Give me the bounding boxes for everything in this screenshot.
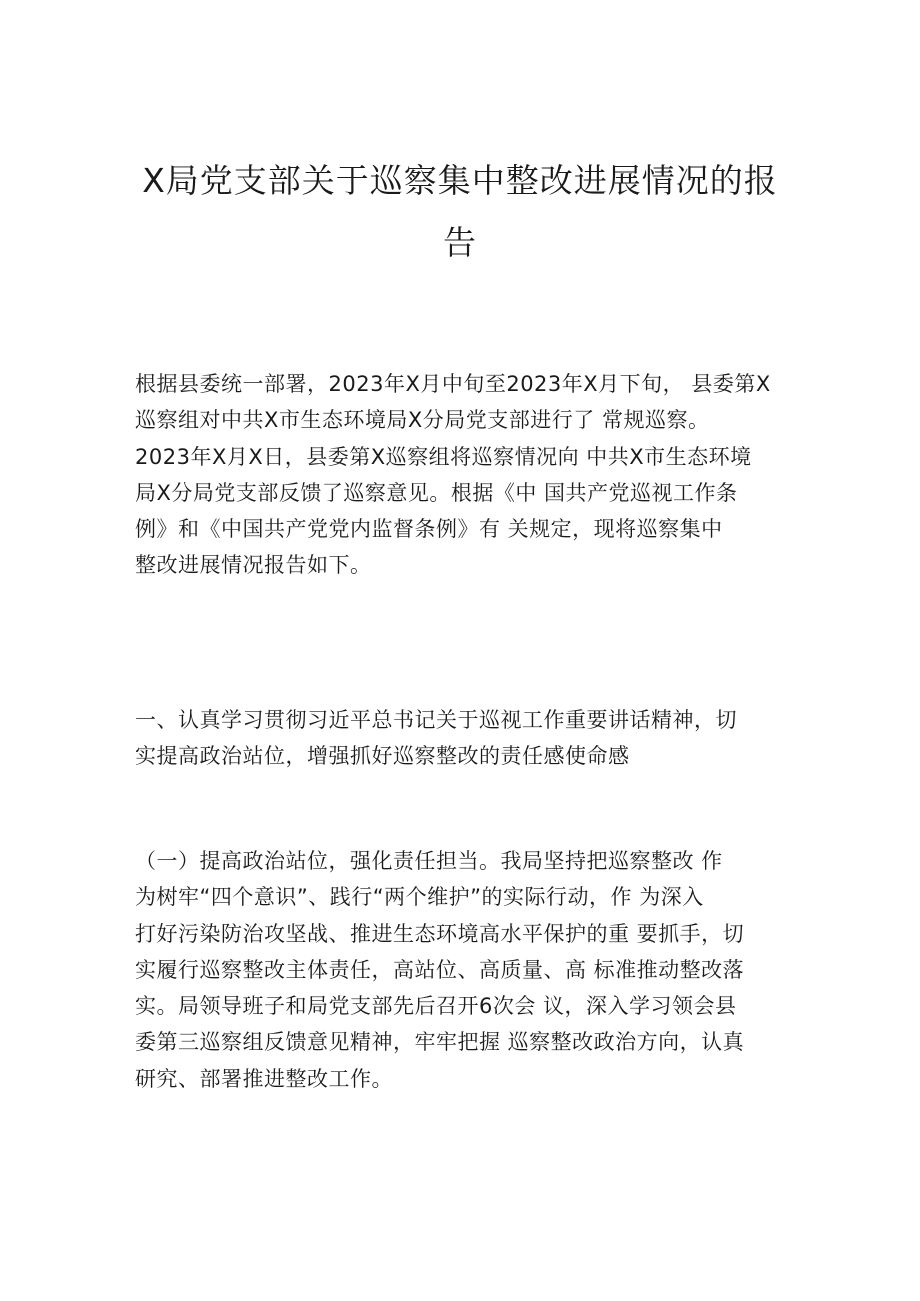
section-heading-1 — [135, 702, 790, 775]
text-line: 打好污染防治攻坚战、推进生态环境高水平保护的重 要抓手，切 — [135, 921, 745, 946]
text-line: 2023年X月X日，县委第X巡察组将巡察情况向 中共X市生态环境 — [135, 444, 752, 469]
subsection-1-paragraph — [135, 843, 790, 1097]
intro-paragraph — [135, 366, 790, 584]
text-line: 委第三巡察组反馈意见精神，牢牢把握 巡察整改政治方向，认真 — [135, 1030, 745, 1055]
text-line: 例》和《中国共产党党内监督条例》有 关规定，现将巡察集中 — [135, 517, 723, 542]
title-line: 告 — [443, 223, 477, 262]
text-line: 研究、部署推进整改工作。 — [135, 1066, 393, 1091]
document-title — [130, 150, 790, 274]
text-line: 实履行巡察整改主体责任，高站位、高质量、高 标准推动整改落 — [135, 957, 745, 982]
text-line: 根据县委统一部署，2023年X月中旬至2023年X月下旬， 县委第X — [135, 372, 771, 396]
text-line: 实。局领导班子和局党支部先后召开6次会 议，深入学习领会县 — [135, 994, 737, 1019]
text-line: 整改进展情况报告如下。 — [135, 553, 372, 578]
text-line: 巡察组对中共X市生态环境局X分局党支部进行了 常规巡察。 — [135, 408, 710, 433]
text-line: 为树牢“四个意识”、践行“两个维护”的实际行动，作 为深入 — [135, 885, 704, 910]
title-line: X局党支部关于巡察集中整改进展情况的报 — [142, 161, 778, 200]
text-line: （一）提高政治站位，强化责任担当。我局坚持把巡察整改 作 — [135, 849, 723, 873]
text-line: 一、认真学习贯彻习近平总书记关于巡视工作重要讲话精神，切 — [135, 708, 737, 732]
text-line: 实提高政治站位，增强抓好巡察整改的责任感使命感 — [135, 744, 630, 769]
text-line: 局X分局党支部反馈了巡察意见。根据《中 国共产党巡视工作条 — [135, 480, 738, 505]
